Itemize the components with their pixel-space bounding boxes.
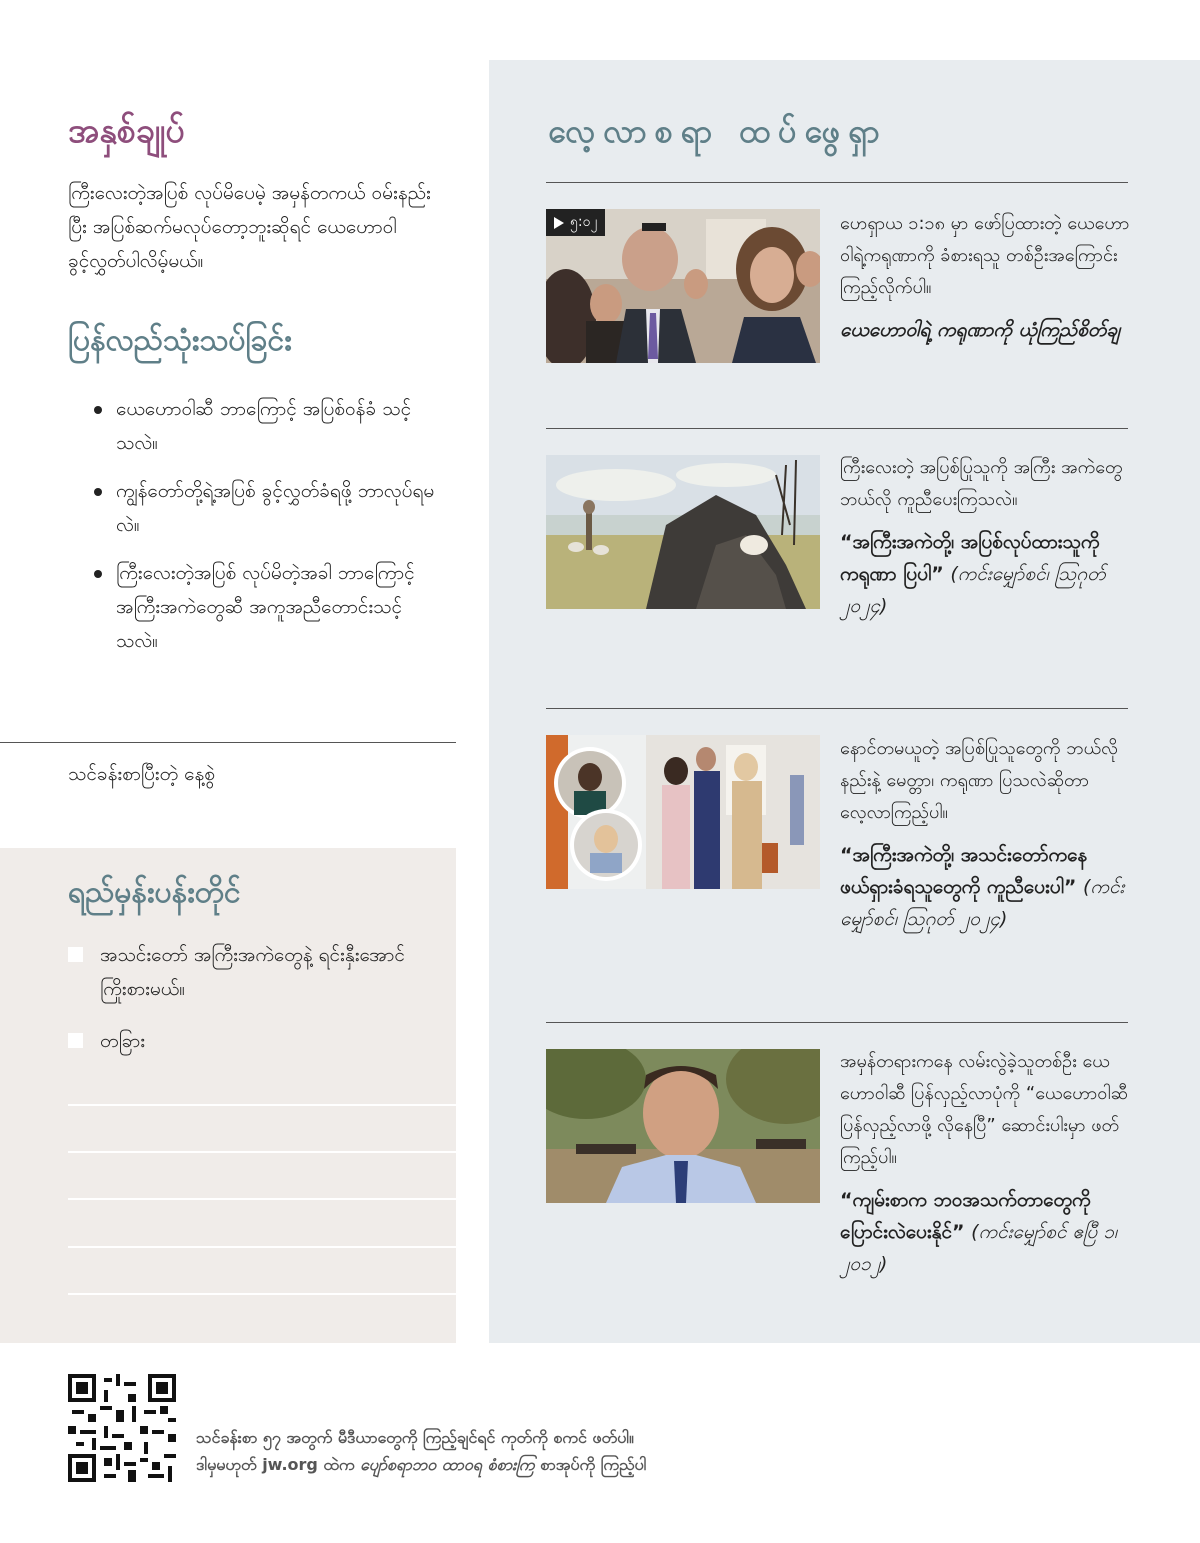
resource-text: [840, 452, 1130, 622]
portrait-photo-icon: [546, 1049, 820, 1203]
resource-text: [840, 1046, 1130, 1280]
book-title: ပျော်စရာဘဝ ထာဝရ စံစားကြ: [360, 1455, 535, 1474]
bullet-icon: [94, 406, 102, 414]
footer-line-1: သင်ခန်းစာ ၅၇ အတွက် မီဒီယာတွေကို ကြည့်ချင်ရင် ကုတ်ကို စကင် ဖတ်ပါ။: [196, 1428, 634, 1447]
resource-title-link[interactable]: ယေဟောဝါရဲ့ ကရုဏာကို ယုံကြည်စိတ်ချ: [840, 319, 1121, 341]
review-question: [68, 474, 438, 542]
resource-description: ဟေရှာယ ၁:၁၈ မှာ ဖော်ပြထားတဲ့ ယေဟောဝါရဲ့ကရုဏာကို ခံစားရသူ တစ်ဦးအကြောင်း ကြည့်လိုက်ပါ။: [840, 213, 1130, 298]
resource-text: [840, 208, 1130, 346]
footer-line-2-prefix: ဒါမှမဟုတ် jw.org ထဲက: [196, 1455, 361, 1474]
resource-text: [840, 733, 1130, 935]
review-heading: ပြန်လည်သုံးသပ်ခြင်း: [68, 323, 292, 358]
goal-option-label: တခြား: [100, 1030, 146, 1052]
footer-instructions: [196, 1424, 646, 1478]
write-in-line[interactable]: [68, 1151, 456, 1153]
resource-title-link[interactable]: [840, 526, 1130, 622]
resource-source: (ကင်းမျှော်စင် ဧပြီ ၁၊ ၂၀၁၂): [840, 1221, 1117, 1275]
footer-line-2-suffix: စာအုပ်ကို ကြည့်ပါ: [534, 1455, 647, 1474]
summary-text: ကြီးလေးတဲ့အပြစ် လုပ်မိပေမဲ့ အမှန်တကယ် ဝမ်းနည်းပြီး အပြစ်ဆက်မလုပ်တော့ဘူးဆိုရင် ယေဟောဝါ ခွင့်လွှတ်ပါလိမ့်မယ်။: [68, 182, 431, 272]
resource-description: အမှန်တရားကနေ လမ်းလွဲခဲ့သူတစ်ဦး ယေဟောဝါဆီ ပြန်လှည့်လာပုံကို “ယေဟောဝါဆီ ပြန်လှည့်လာဖို့ လိုနေပြီ” ဆောင်းပါးမှာ ဖတ်ကြည့်ပါ။: [840, 1051, 1128, 1168]
bullet-icon: [94, 570, 102, 578]
goal-heading: ရည်မှန်းပန်းတိုင်: [68, 875, 241, 910]
resource-image[interactable]: [546, 1049, 820, 1203]
checkbox-icon[interactable]: [68, 1033, 83, 1048]
write-in-line[interactable]: [68, 1293, 456, 1295]
resource-divider: [546, 708, 1128, 709]
qr-code-icon[interactable]: [68, 1374, 176, 1482]
summary-heading: အနှစ်ချုပ်: [68, 111, 185, 151]
goal-panel: [0, 848, 456, 1343]
write-in-line[interactable]: [68, 1104, 456, 1106]
resource-image[interactable]: [546, 455, 820, 609]
checkbox-icon[interactable]: [68, 947, 83, 962]
explore-heading: လေ့လာစရာ ထပ်ဖွေရှာ: [548, 112, 888, 150]
resource-description: နောင်တမယူတဲ့ အပြစ်ပြုသူတွေကို ဘယ်လိုနည်းနဲ့ မေတ္တာ၊ ကရုဏာ ပြသလဲဆိုတာ လေ့လာကြည့်ပါ။: [840, 738, 1118, 823]
review-question-text: ကျွန်တော်တို့ရဲ့အပြစ် ခွင့်လွှတ်ခံရဖို့ ဘာလုပ်ရမလဲ။: [116, 480, 435, 536]
shepherd-painting-icon: [546, 455, 820, 609]
elders-meeting-photo-icon: [546, 735, 820, 889]
review-questions: [68, 392, 438, 672]
goal-option[interactable]: [68, 938, 430, 1006]
resource-title-link[interactable]: [840, 839, 1130, 935]
resource-source: (ကင်းမျှော်စင်၊ ဩဂုတ် ၂၀၂၄): [840, 563, 1106, 617]
footer-line-2: [196, 1451, 646, 1478]
resource-image[interactable]: [546, 735, 820, 889]
resource-divider: [546, 428, 1128, 429]
review-question: [68, 556, 438, 658]
resource-title: “အကြီးအကဲတို့၊ အပြစ်လုပ်ထားသူကို ကရုဏာ ပြပါ”: [840, 531, 1100, 585]
date-divider: [0, 742, 456, 743]
resource-divider: [546, 1022, 1128, 1023]
resource-description: ကြီးလေးတဲ့ အပြစ်ပြုသူကို အကြီး အကဲတွေ ဘယ်လို ကူညီပေးကြသလဲ။: [840, 457, 1123, 510]
review-question-text: ယေဟောဝါဆီ ဘာကြောင့် အပြစ်ဝန်ခံ သင့်သလဲ။: [116, 398, 412, 454]
lesson-completed-date-label: သင်ခန်းစာပြီးတဲ့ နေ့စွဲ: [68, 763, 215, 785]
write-in-line[interactable]: [68, 1246, 456, 1248]
video-duration: ၅:၀၂: [570, 214, 598, 230]
resource-title: “အကြီးအကဲတို့၊ အသင်းတော်ကနေ ဖယ်ရှားခံရသူတွေကို ကူညီပေးပါ”: [840, 844, 1088, 898]
play-icon: [554, 217, 564, 229]
resource-title: “ကျမ်းစာက ဘဝအသက်တာတွေကို ပြောင်းလဲပေးနိုင်”: [840, 1189, 1091, 1243]
goal-option[interactable]: [68, 1024, 430, 1058]
write-in-line[interactable]: [68, 1198, 456, 1200]
video-duration-badge: [546, 209, 605, 236]
review-question-text: ကြီးလေးတဲ့အပြစ် လုပ်မိတဲ့အခါ ဘာကြောင့် အကြီးအကဲတွေဆီ အကူအညီတောင်းသင့်သလဲ။: [116, 562, 415, 652]
goal-option-label: အသင်းတော် အကြီးအကဲတွေနဲ့ ရင်းနှီးအောင် ကြိုးစားမယ်။: [100, 944, 405, 1000]
review-question: [68, 392, 438, 460]
resource-title-link[interactable]: [840, 1184, 1130, 1280]
bullet-icon: [94, 488, 102, 496]
resource-divider: [546, 182, 1128, 183]
resource-source: (ကင်းမျှော်စင်၊ ဩဂုတ် ၂၀၂၄): [840, 876, 1125, 930]
video-thumbnail[interactable]: [546, 209, 820, 363]
qr-code-graphic: [68, 1374, 176, 1482]
